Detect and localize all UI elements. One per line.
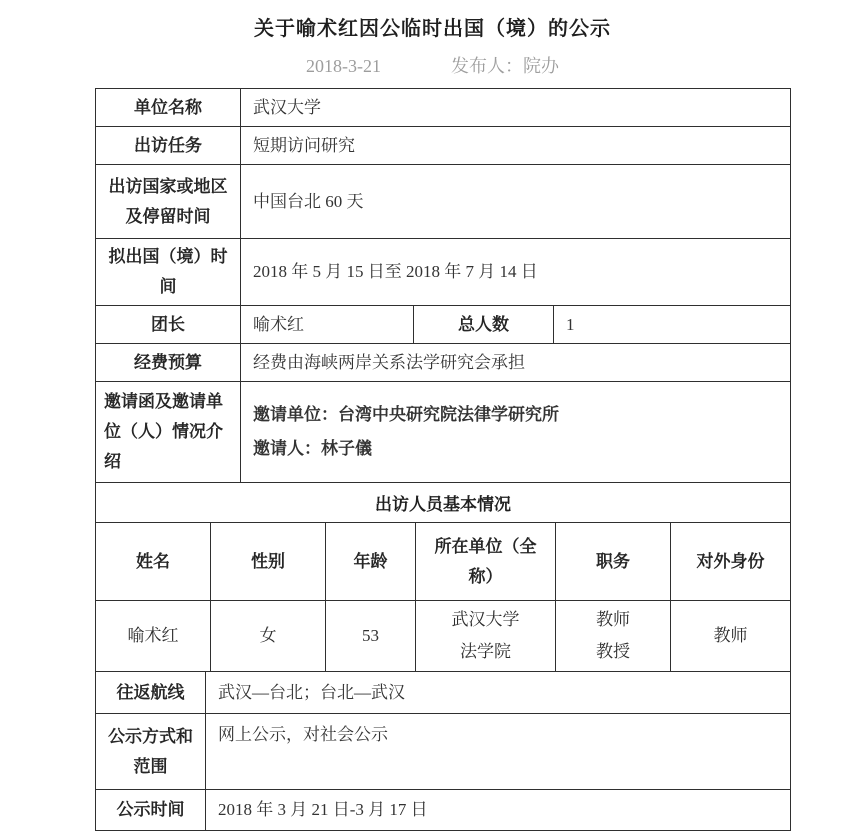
header-external-identity: 对外身份 <box>671 523 791 601</box>
unit-name-value: 武汉大学 <box>241 89 791 127</box>
header-position: 职务 <box>556 523 671 601</box>
route-label: 往返航线 <box>96 672 206 714</box>
person-position: 教师 教授 <box>556 601 671 672</box>
publish-date: 2018-3-21 <box>306 56 381 76</box>
total-value: 1 <box>554 306 791 344</box>
budget-label: 经费预算 <box>96 344 241 382</box>
personnel-header-row <box>96 523 791 601</box>
budget-value: 经费由海峡两岸关系法学研究会承担 <box>241 344 791 382</box>
destination-label: 出访国家或地区及停留时间 <box>96 165 241 239</box>
publicity-time-label: 公示时间 <box>96 790 206 831</box>
table-row <box>96 790 791 831</box>
table-bottom <box>95 671 791 831</box>
person-gender: 女 <box>211 601 326 672</box>
header-unit: 所在单位（全称） <box>416 523 556 601</box>
notice-table <box>95 88 790 831</box>
table-row <box>96 344 791 382</box>
table-row <box>96 127 791 165</box>
table-row <box>96 165 791 239</box>
publicity-time-value: 2018 年 3 月 21 日-3 月 17 日 <box>206 790 791 831</box>
table-row <box>96 714 791 790</box>
header-gender: 性别 <box>211 523 326 601</box>
destination-value: 中国台北 60 天 <box>241 165 791 239</box>
mission-label: 出访任务 <box>96 127 241 165</box>
personnel-data-row <box>96 601 791 672</box>
table-row <box>96 89 791 127</box>
route-value: 武汉—台北；台北—武汉 <box>206 672 791 714</box>
table-row <box>96 483 791 523</box>
total-label: 总人数 <box>414 306 554 344</box>
table-invitation-row <box>95 381 791 483</box>
invitation-value <box>241 382 791 483</box>
publicity-label: 公示方式和范围 <box>96 714 206 790</box>
table-basic-info <box>95 88 791 306</box>
header-age: 年龄 <box>326 523 416 601</box>
unit-name-label: 单位名称 <box>96 89 241 127</box>
period-label: 拟出国（境）时间 <box>96 239 241 306</box>
publicity-value: 网上公示，对社会公示 <box>206 714 791 790</box>
table-leader-row <box>95 305 791 344</box>
mission-value: 短期访问研究 <box>241 127 791 165</box>
page-title: 关于喻术红因公临时出国（境）的公示 <box>254 18 611 40</box>
table-row <box>96 306 791 344</box>
person-unit: 武汉大学 法学院 <box>416 601 556 672</box>
person-name: 喻术红 <box>96 601 211 672</box>
table-row <box>96 239 791 306</box>
invitation-unit-line: 邀请单位：台湾中央研究院法律学研究所 <box>253 405 559 424</box>
leader-label: 团长 <box>96 306 241 344</box>
period-value: 2018 年 5 月 15 日至 2018 年 7 月 14 日 <box>241 239 791 306</box>
person-age: 53 <box>326 601 416 672</box>
invitation-person-line: 邀请人：林子儀 <box>253 439 372 458</box>
personnel-section-title: 出访人员基本情况 <box>96 483 791 523</box>
invitation-label: 邀请函及邀请单位（人）情况介绍 <box>96 382 241 483</box>
publisher-label: 发布人：院办 <box>451 56 559 76</box>
leader-value: 喻术红 <box>241 306 414 344</box>
table-row <box>96 382 791 483</box>
table-personnel <box>95 522 791 672</box>
header-name: 姓名 <box>96 523 211 601</box>
doc-meta-line <box>0 52 865 78</box>
table-budget-row <box>95 343 791 382</box>
person-external-identity: 教师 <box>671 601 791 672</box>
table-row <box>96 672 791 714</box>
table-section-title <box>95 482 791 523</box>
